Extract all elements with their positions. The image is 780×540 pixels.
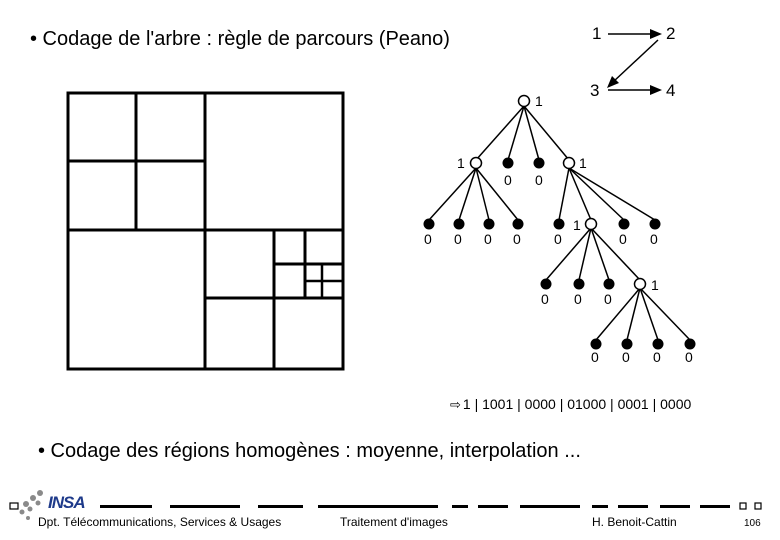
tree-l2b-label-1: 0 [554,231,562,247]
tree-nodes [424,93,696,365]
tree-l1-node-2 [503,158,514,169]
peano-label-3: 3 [590,81,600,100]
tree-l3-node-2 [574,279,585,290]
tree-l2b-node-2 [586,219,597,230]
peano-label-4: 4 [666,81,676,100]
peano-arrowhead-4 [650,85,662,95]
tree-l1-label-2: 0 [504,172,512,188]
tree-edge [569,168,591,220]
tree-l4-node-2 [622,339,633,350]
quadtree-partition [68,93,343,369]
footer-course: Traitement d'images [340,515,448,529]
footer-rule [10,503,761,509]
insa-logo: INSA [48,493,85,512]
tree-l4-label-2: 0 [622,349,630,365]
tree-l2a-label-4: 0 [513,231,521,247]
peano-order-diagram [590,24,675,100]
bullet-region-coding: • Codage des régions homogènes : moyenne, interpolation ... [38,440,581,462]
tree-l1-node-1 [471,158,482,169]
tree-l2a-label-3: 0 [484,231,492,247]
tree-l2b-label-2: 1 [573,217,581,233]
tree-l2a-node-3 [484,219,495,230]
peano-label-1: 1 [592,24,602,43]
tree-l4-node-1 [591,339,602,350]
tree-edge [429,168,476,220]
tree-edge [591,228,640,280]
peano-label-2: 2 [666,24,676,43]
tree-l3-label-2: 0 [574,291,582,307]
tree-l2a-node-2 [454,219,465,230]
tree-l4-label-1: 0 [591,349,599,365]
peano-arrowhead-2 [650,29,662,39]
footer-department: Dpt. Télécommunications, Services & Usages [38,515,282,529]
tree-l4-node-3 [653,339,664,350]
tree-l2a-node-1 [424,219,435,230]
tree-l4-node-4 [685,339,696,350]
tree-l2a-label-1: 0 [424,231,432,247]
tree-l2a-node-4 [513,219,524,230]
tree-l1-label-4: 1 [579,155,587,171]
tree-l2a-label-2: 0 [454,231,462,247]
tree-l2b-label-4: 0 [650,231,658,247]
page-number: 106 [744,518,761,529]
tree-l3-node-1 [541,279,552,290]
tree-edge [559,168,569,220]
tree-l1-label-1: 1 [457,155,465,171]
tree-code-string [450,396,691,413]
tree-edge [640,288,658,340]
bullet-tree-coding: • Codage de l'arbre : règle de parcours (Peano) [30,28,450,50]
arrow-icon: ⇨ [450,397,461,412]
tree-l2b-node-1 [554,219,565,230]
tree-l3-node-3 [604,279,615,290]
tree-l2b-label-3: 0 [619,231,627,247]
tree-l1-node-4 [564,158,575,169]
tree-root-node [519,96,530,107]
tree-edge [640,288,690,340]
tree-l3-node-4 [635,279,646,290]
tree-l4-label-4: 0 [685,349,693,365]
tree-edge [459,168,476,220]
tree-code-text: 1 | 1001 | 0000 | 01000 | 0001 | 0000 [462,396,692,412]
tree-edge [569,168,655,220]
tree-l3-label-4: 1 [651,277,659,293]
tree-l4-label-3: 0 [653,349,661,365]
tree-l1-node-3 [534,158,545,169]
tree-l2b-node-4 [650,219,661,230]
peano-path-2-3 [613,40,658,82]
footer-author: H. Benoit-Cattin [592,515,677,529]
tree-edge [569,168,624,220]
tree-root-label: 1 [535,93,543,109]
tree-l3-label-1: 0 [541,291,549,307]
tree-l1-label-3: 0 [535,172,543,188]
tree-l2b-node-3 [619,219,630,230]
tree-l3-label-3: 0 [604,291,612,307]
tree-edge [591,228,609,280]
tree-edge [476,106,524,160]
